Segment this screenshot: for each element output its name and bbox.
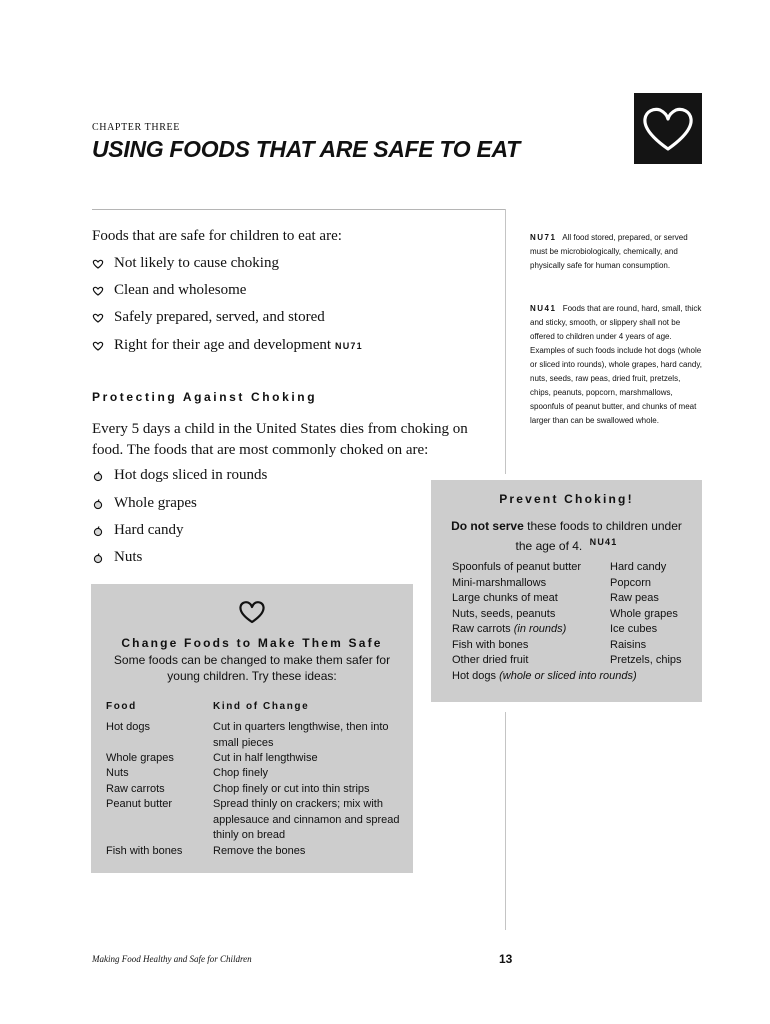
heart-bullet-icon [92,286,114,296]
change-box-description: Some foods can be changed to make them safer for young children. Try these ideas: [113,653,391,683]
list-item: Other dried fruit [452,654,529,666]
list-item: Raisins [610,639,647,651]
food-cell: Whole grapes [106,752,174,764]
prevent-box-description [451,518,682,554]
list-item [92,309,325,326]
list-item [92,467,267,484]
heart-bullet-icon [92,259,114,269]
list-item-text: Whole grapes [114,495,197,511]
column-header-food: Food [106,701,137,712]
change-cell: Chop finely [213,767,269,779]
page-number: 13 [499,952,513,966]
reference-code: NU41 [589,537,618,547]
reference-code: NU71 [530,233,557,242]
heart-icon [641,105,695,153]
list-item: Large chunks of meat [452,592,558,604]
list-item [92,522,184,539]
list-item [452,669,637,685]
list-item [452,622,566,638]
reference-note-text: All food stored, prepared, or served must be microbiologically, chemically, and physically safe for human consumption. [530,233,688,270]
list-item [92,495,197,512]
heart-bullet-icon [92,341,114,351]
chapter-heart-badge [634,93,702,164]
section-divider [92,209,505,210]
list-item-note: (whole or sliced into rounds) [499,670,637,682]
list-item: Hard candy [610,561,667,573]
section-heading: Protecting Against Choking [92,390,318,404]
page-title: USING FOODS THAT ARE SAFE TO EAT [92,136,520,162]
apple-bullet-icon [92,525,114,537]
change-cell: Cut in half lengthwise [213,752,318,764]
prevent-box-title: Prevent Choking! [499,492,634,506]
list-item: Nuts, seeds, peanuts [452,608,556,620]
list-item: Ice cubes [610,623,658,635]
food-cell: Nuts [106,767,129,779]
list-item-text: Raw carrots [452,623,511,635]
column-header-change: Kind of Change [213,701,310,712]
heart-icon [238,600,266,624]
reference-note [530,231,702,273]
list-item-text: Not likely to cause choking [114,255,279,271]
list-item: Raw peas [610,592,659,604]
apple-bullet-icon [92,552,114,564]
change-cell: Remove the bones [213,845,306,857]
choking-paragraph: Every 5 days a child in the United States dies from choking on food. The foods that are most commonly choked on are: [92,421,468,458]
list-item: Pretzels, chips [610,654,682,666]
food-cell: Hot dogs [106,721,151,733]
food-cell: Raw carrots [106,783,165,795]
list-item: Fish with bones [452,639,529,651]
column-divider [505,712,506,930]
list-item-text: Hot dogs [452,670,497,682]
list-item-text: Right for their age and development [114,337,332,353]
food-cell: Fish with bones [106,845,183,857]
prevent-desc-text: these foods to children under the age of 4. [515,519,682,553]
list-item-text: Clean and wholesome [114,282,247,298]
reference-code: NU41 [530,304,557,313]
change-cell: Spread thinly on crackers; mix with applesauce and cinnamon and spread thinly on bread [213,798,400,841]
list-item: Mini-marshmallows [452,577,547,589]
prevent-emphasis: Do not serve [451,519,524,533]
list-item-text: Safely prepared, served, and stored [114,309,325,325]
list-item-text: Hot dogs sliced in rounds [114,467,268,483]
list-item [92,255,279,272]
change-cell: Cut in quarters lengthwise, then into small pieces [213,721,389,749]
apple-bullet-icon [92,498,114,510]
list-item [92,337,363,354]
list-item-text: Nuts [114,549,143,565]
chapter-label: CHAPTER THREE [92,122,180,133]
list-item [92,282,246,299]
reference-note-text: Foods that are round, hard, small, thick and sticky, smooth, or slippery shall not be offered to children under 4 years of age. Examples of such foods include hot dogs (whole or sliced into rounds), whole grapes, hard candy, nuts, seeds, raw peas, dried fruit, pretzels, chips, peanuts, popcorn, marshmallows, spoonfuls of peanut butter, and chunks of meat larger than can be swallowed whole. [530,304,702,425]
food-cell: Peanut butter [106,798,173,810]
list-item: Spoonfuls of peanut butter [452,561,582,573]
heart-bullet-icon [92,313,114,323]
list-item: Whole grapes [610,608,678,620]
reference-note [530,302,702,428]
list-item-text: Hard candy [114,522,184,538]
footer-text: Making Food Healthy and Safe for Children [92,954,252,964]
apple-bullet-icon [92,470,114,482]
list-item [92,549,142,566]
column-divider [505,209,506,474]
prevent-choking-box [431,480,702,702]
reference-code: NU71 [335,340,363,351]
change-cell: Chop finely or cut into thin strips [213,783,370,795]
list-item: Popcorn [610,577,651,589]
change-foods-box [91,584,413,873]
intro-text: Foods that are safe for children to eat are: [92,228,342,244]
list-item-note: (in rounds) [513,623,567,635]
change-box-title: Change Foods to Make Them Safe [121,636,383,650]
